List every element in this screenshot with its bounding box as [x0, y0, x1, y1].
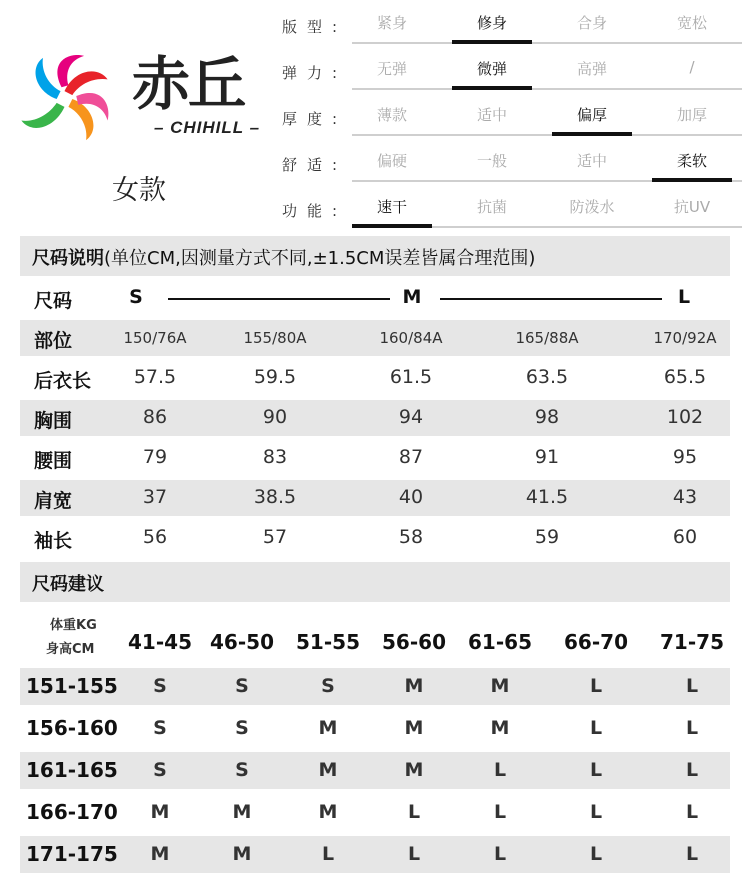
recommended-size: M: [232, 843, 252, 865]
measurement-value: 60: [672, 526, 698, 548]
recommended-size: L: [407, 801, 421, 823]
attribute-option: 无弹: [376, 60, 407, 78]
height-range-label: 151-155: [26, 674, 118, 698]
attribute-label: 舒适:: [282, 156, 348, 174]
weight-header-label: 体重KG: [50, 618, 97, 633]
size-chart-title-bold: 尺码说明: [32, 248, 104, 269]
recommended-size: S: [153, 675, 167, 697]
pinwheel-logo-icon: [12, 50, 117, 148]
attribute-label: 厚度:: [282, 110, 348, 128]
recommended-size: M: [490, 675, 510, 697]
measurement-value: 83: [262, 446, 288, 468]
recommended-size: L: [685, 717, 699, 739]
size-chart-header: [20, 236, 730, 276]
attribute-option-selected: 速干: [376, 198, 407, 216]
attribute-option: 宽松: [676, 14, 707, 32]
recommendation-title: [32, 570, 104, 596]
attribute-option-selected: 柔软: [676, 152, 707, 170]
size-column-header: 155/80A: [243, 329, 307, 347]
measurement-label: 后衣长: [34, 370, 92, 392]
recommended-size: M: [318, 759, 338, 781]
measurement-row: [20, 400, 730, 436]
height-header-label: 身高CM: [46, 642, 95, 657]
height-range-label: 156-160: [26, 716, 118, 740]
measurement-value: 87: [398, 446, 424, 468]
size-column-header: 150/76A: [123, 329, 187, 347]
attribute-scale-line: [352, 42, 742, 44]
recommended-size: L: [685, 759, 699, 781]
recommended-size: M: [150, 801, 170, 823]
recommended-size: L: [589, 843, 603, 865]
part-label: 部位: [34, 330, 73, 352]
recommended-size: M: [150, 843, 170, 865]
recommended-size: M: [404, 717, 424, 739]
size-row-label: 尺码: [34, 290, 73, 312]
attribute-scale-line: [352, 134, 742, 136]
weight-column-header: 46-50: [210, 630, 274, 654]
recommended-size: L: [589, 759, 603, 781]
recommended-size: L: [685, 843, 699, 865]
recommended-size: L: [589, 675, 603, 697]
recommended-size: M: [318, 717, 338, 739]
measurement-value: 41.5: [525, 486, 569, 508]
recommended-size: M: [404, 675, 424, 697]
recommended-size: L: [493, 759, 507, 781]
measurement-value: 65.5: [663, 366, 707, 388]
recommended-size: M: [490, 717, 510, 739]
attribute-scale-line: [352, 88, 742, 90]
attribute-option: 合身: [576, 14, 607, 32]
recommended-size: M: [318, 801, 338, 823]
attribute-option: /: [689, 58, 695, 76]
attribute-option: 薄款: [376, 106, 407, 124]
attribute-label: 版型:: [282, 18, 348, 36]
weight-column-header: 56-60: [382, 630, 446, 654]
measurement-label: 袖长: [34, 530, 73, 552]
attribute-option: 高弹: [576, 60, 607, 78]
attribute-option: 防泼水: [569, 198, 615, 216]
recommended-size: L: [685, 801, 699, 823]
recommendation-row: [20, 836, 730, 873]
recommended-size: L: [589, 801, 603, 823]
attribute-selected-marker: [652, 178, 732, 182]
size-chart-title-note: (单位CM,因测量方式不同,±1.5CM误差皆属合理范围): [104, 248, 536, 269]
size-chart-title: [32, 244, 535, 270]
recommended-size: S: [153, 759, 167, 781]
recommendation-row: [20, 668, 730, 705]
attribute-label: 功能:: [282, 202, 348, 220]
size-column-header: 170/92A: [653, 329, 717, 347]
attribute-row: [282, 6, 742, 46]
size-mark-m: M: [402, 286, 422, 308]
recommendation-row: [20, 794, 730, 831]
attribute-option: 紧身: [376, 14, 407, 32]
attribute-option: 加厚: [676, 106, 707, 124]
weight-column-header: 51-55: [296, 630, 360, 654]
measurement-value: 61.5: [389, 366, 433, 388]
brand-logo: [12, 50, 282, 150]
measurement-label: 肩宽: [34, 490, 73, 512]
attribute-selected-marker: [452, 40, 532, 44]
measurement-value: 37: [142, 486, 168, 508]
attribute-option: 抗菌: [476, 198, 507, 216]
size-mark-l: L: [677, 286, 691, 308]
measurement-row: [20, 440, 730, 476]
measurement-value: 102: [666, 406, 704, 428]
size-mark-row: [20, 280, 730, 316]
attribute-option: 适中: [476, 106, 507, 124]
recommended-size: L: [407, 843, 421, 865]
recommended-size: M: [232, 801, 252, 823]
measurement-value: 58: [398, 526, 424, 548]
attribute-option: 一般: [476, 152, 507, 170]
recommended-size: S: [321, 675, 335, 697]
measurement-value: 94: [398, 406, 424, 428]
recommendation-header: [20, 562, 730, 602]
recommendation-row: [20, 752, 730, 789]
weight-column-header: 41-45: [128, 630, 192, 654]
attribute-option: 偏硬: [376, 152, 407, 170]
recommended-size: S: [235, 675, 249, 697]
height-range-label: 161-165: [26, 758, 118, 782]
size-divider-line: [440, 298, 662, 300]
attribute-selected-marker: [452, 86, 532, 90]
recommendation-row: [20, 710, 730, 747]
gender-label: 女款: [112, 175, 166, 206]
brand-name-en-text: CHIHILL: [170, 118, 244, 137]
measurement-value: 63.5: [525, 366, 569, 388]
size-mark-s: S: [129, 286, 143, 308]
height-range-label: 166-170: [26, 800, 118, 824]
measurement-value: 79: [142, 446, 168, 468]
recommended-size: L: [589, 717, 603, 739]
brand-name-en: [132, 118, 282, 138]
measurement-value: 90: [262, 406, 288, 428]
attribute-option: 适中: [576, 152, 607, 170]
part-header-row: [20, 320, 730, 356]
height-range-label: 171-175: [26, 842, 118, 866]
recommendation-title-text: 尺码建议: [32, 574, 104, 595]
attribute-selected-marker: [352, 224, 432, 228]
measurement-value: 59: [534, 526, 560, 548]
measurement-value: 38.5: [253, 486, 297, 508]
attribute-option-selected: 偏厚: [576, 106, 607, 124]
measurement-value: 57.5: [133, 366, 177, 388]
measurement-value: 98: [534, 406, 560, 428]
brand-dash-left: –: [153, 118, 171, 137]
measurement-value: 56: [142, 526, 168, 548]
size-column-header: 165/88A: [515, 329, 579, 347]
brand-name-cn: 赤丘: [132, 50, 245, 118]
attribute-row: [282, 190, 742, 230]
attribute-row: [282, 144, 742, 184]
weight-column-header: 66-70: [564, 630, 628, 654]
recommended-size: S: [235, 759, 249, 781]
measurement-row: [20, 520, 730, 556]
attribute-row: [282, 52, 742, 92]
recommended-size: L: [493, 843, 507, 865]
measurement-label: 胸围: [34, 410, 73, 432]
brand-dash-right: –: [243, 118, 261, 137]
measurement-value: 95: [672, 446, 698, 468]
recommended-size: L: [321, 843, 335, 865]
measurement-label: 腰围: [34, 450, 73, 472]
attribute-selected-marker: [552, 132, 632, 136]
attribute-label: 弹力:: [282, 64, 348, 82]
measurement-value: 43: [672, 486, 698, 508]
attribute-option-selected: 微弹: [476, 60, 507, 78]
recommended-size: L: [685, 675, 699, 697]
attribute-option-selected: 修身: [476, 14, 507, 32]
recommended-size: M: [404, 759, 424, 781]
measurement-value: 57: [262, 526, 288, 548]
weight-column-header: 61-65: [468, 630, 532, 654]
size-column-header: 160/84A: [379, 329, 443, 347]
measurement-value: 86: [142, 406, 168, 428]
size-divider-line: [168, 298, 390, 300]
attribute-row: [282, 98, 742, 138]
recommended-size: S: [153, 717, 167, 739]
measurement-value: 40: [398, 486, 424, 508]
weight-column-header: 71-75: [660, 630, 724, 654]
measurement-value: 91: [534, 446, 560, 468]
measurement-row: [20, 480, 730, 516]
recommended-size: L: [493, 801, 507, 823]
measurement-value: 59.5: [253, 366, 297, 388]
attribute-option: 抗UV: [673, 198, 711, 216]
measurement-row: [20, 360, 730, 396]
recommended-size: S: [235, 717, 249, 739]
